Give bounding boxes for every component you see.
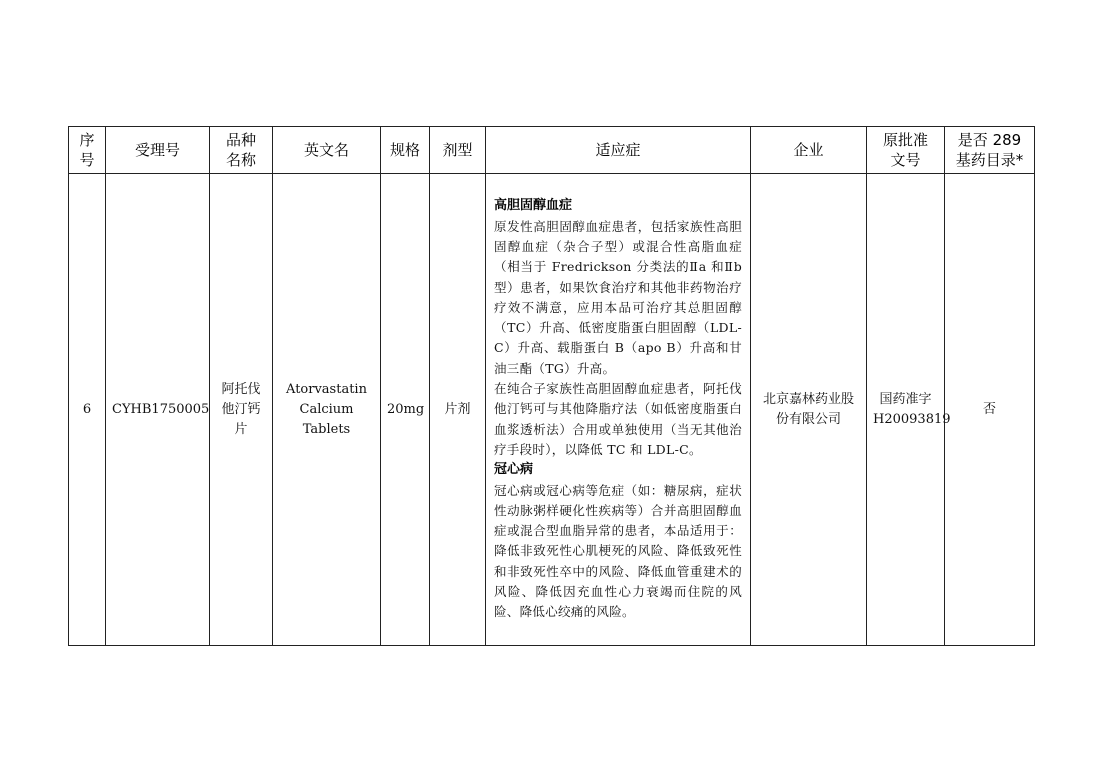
header-english-name: 英文名 [273, 127, 381, 174]
header-indications: 适应症 [486, 127, 751, 174]
header-seq: 序 号 [69, 127, 106, 174]
header-dosage-form: 剂型 [430, 127, 486, 174]
indication-paragraph: 在纯合子家族性高胆固醇血症患者，阿托伐他汀钙可与其他降脂疗法（如低密度脂蛋白血浆透析法）合用或单独使用（当无其他治疗手段时），以降低 TC 和 LDL-C。 [494, 381, 742, 457]
header-acceptance-no: 受理号 [106, 127, 210, 174]
table-row [69, 174, 1035, 646]
cell-indications [486, 174, 751, 646]
header-essential-list: 是否 289 基药目录* [945, 127, 1035, 174]
cell-dosage-form: 片剂 [430, 174, 486, 646]
indication-heading-hypercholesterolemia: 高胆固醇血症 [494, 198, 573, 214]
indications-text [486, 196, 750, 622]
header-company: 企业 [751, 127, 867, 174]
header-spec: 规格 [381, 127, 430, 174]
drug-table [68, 126, 1035, 646]
cell-original-approval-no: 国药准字 H20093819 [867, 174, 945, 646]
table-header-row [69, 127, 1035, 174]
cell-spec: 20mg [381, 174, 430, 646]
cell-acceptance-no: CYHB1750005 [106, 174, 210, 646]
header-variety-name: 品种 名称 [210, 127, 273, 174]
indication-paragraph: 冠心病或冠心病等危症（如：糖尿病，症状性动脉粥样硬化性疾病等）合并高胆固醇血症或混合型血脂异常的患者，本品适用于：降低非致死性心肌梗死的风险、降低致死性和非致死性卒中的风险、降低血管重建术的风险、降低因充血性心力衰竭而住院的风险、降低心绞痛的风险。 [494, 482, 742, 620]
cell-variety-name: 阿托伐他汀钙片 [210, 174, 273, 646]
header-original-approval-no: 原批准 文号 [867, 127, 945, 174]
cell-seq: 6 [69, 174, 106, 646]
indication-heading-coronary-heart-disease: 冠心病 [494, 462, 534, 478]
cell-company: 北京嘉林药业股份有限公司 [751, 174, 867, 646]
cell-essential-list: 否 [945, 174, 1035, 646]
cell-english-name: Atorvastatin Calcium Tablets [273, 174, 381, 646]
indication-paragraph: 原发性高胆固醇血症患者，包括家族性高胆固醇血症（杂合子型）或混合性高脂血症（相当于 Fredrickson 分类法的Ⅱa 和Ⅱb 型）患者，如果饮食治疗和其他非药物治疗疗效不满意，应用本品可治疗其总胆固醇（TC）升高、低密度脂蛋白胆固醇（LDL-C）升高、载脂蛋白 B（apo B）升高和甘油三酯（TG）升高。 [494, 218, 742, 376]
